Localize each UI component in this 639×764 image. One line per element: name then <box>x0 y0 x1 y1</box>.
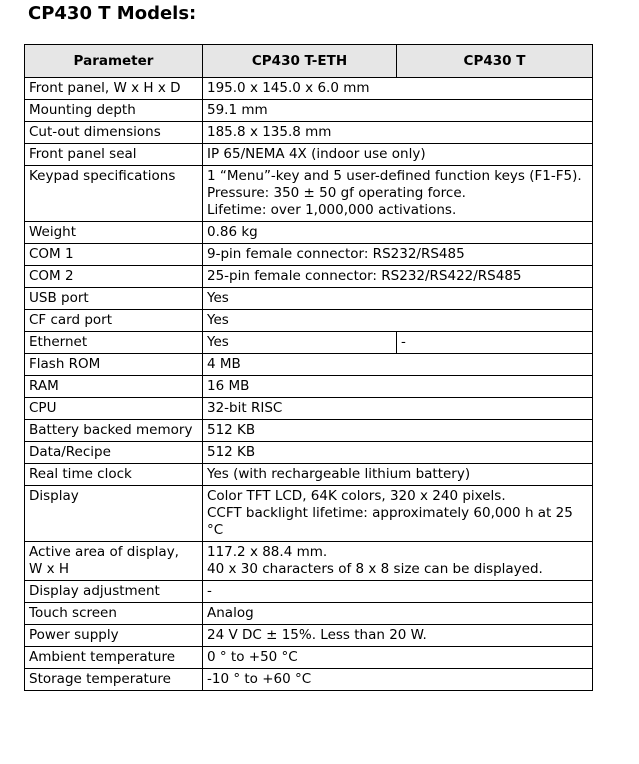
value-cell: Yes <box>203 310 593 332</box>
value-cell: Analog <box>203 603 593 625</box>
parameter-cell: CPU <box>25 398 203 420</box>
table-row <box>25 464 593 486</box>
header-parameter: Parameter <box>25 45 203 78</box>
table-header-row <box>25 45 593 78</box>
parameter-cell: Keypad specifications <box>25 166 203 222</box>
table-row <box>25 332 593 354</box>
value-cell: - <box>203 581 593 603</box>
header-cp430t: CP430 T <box>397 45 593 78</box>
table-row <box>25 420 593 442</box>
parameter-cell: COM 1 <box>25 244 203 266</box>
value-cell: IP 65/NEMA 4X (indoor use only) <box>203 144 593 166</box>
table-row <box>25 442 593 464</box>
value-cell: 185.8 x 135.8 mm <box>203 122 593 144</box>
parameter-cell: RAM <box>25 376 203 398</box>
table-row <box>25 100 593 122</box>
parameter-cell: USB port <box>25 288 203 310</box>
value-cell: -10 ° to +60 °C <box>203 669 593 691</box>
value-cell: 512 KB <box>203 442 593 464</box>
parameter-cell: Cut-out dimensions <box>25 122 203 144</box>
parameter-cell: Display <box>25 486 203 542</box>
parameter-cell: Data/Recipe <box>25 442 203 464</box>
parameter-cell: Ethernet <box>25 332 203 354</box>
parameter-cell: Mounting depth <box>25 100 203 122</box>
table-row <box>25 310 593 332</box>
table-body <box>25 78 593 691</box>
value-cell: 117.2 x 88.4 mm. 40 x 30 characters of 8 x 8 size can be displayed. <box>203 542 593 581</box>
header-cp430t-eth: CP430 T-ETH <box>203 45 397 78</box>
table-row <box>25 266 593 288</box>
parameter-cell: Battery backed memory <box>25 420 203 442</box>
value-cell: Yes <box>203 288 593 310</box>
parameter-cell: COM 2 <box>25 266 203 288</box>
parameter-cell: Touch screen <box>25 603 203 625</box>
value-cell: 32-bit RISC <box>203 398 593 420</box>
parameter-cell: Active area of display, W x H <box>25 542 203 581</box>
table-row <box>25 122 593 144</box>
table-row <box>25 166 593 222</box>
table-row <box>25 288 593 310</box>
value-cell: 512 KB <box>203 420 593 442</box>
value-cell-cp430t-eth: Yes <box>203 332 397 354</box>
parameter-cell: Flash ROM <box>25 354 203 376</box>
specifications-table <box>24 44 593 691</box>
table-row <box>25 354 593 376</box>
table-row <box>25 78 593 100</box>
value-cell: 0.86 kg <box>203 222 593 244</box>
table-row <box>25 144 593 166</box>
table-row <box>25 376 593 398</box>
parameter-cell: Front panel seal <box>25 144 203 166</box>
page-title: CP430 T Models: <box>28 3 197 24</box>
table-row <box>25 222 593 244</box>
value-cell: 4 MB <box>203 354 593 376</box>
parameter-cell: Power supply <box>25 625 203 647</box>
value-cell: 0 ° to +50 °C <box>203 647 593 669</box>
value-cell: 195.0 x 145.0 x 6.0 mm <box>203 78 593 100</box>
value-cell: 9-pin female connector: RS232/RS485 <box>203 244 593 266</box>
parameter-cell: CF card port <box>25 310 203 332</box>
table-row <box>25 625 593 647</box>
value-cell: 16 MB <box>203 376 593 398</box>
parameter-cell: Display adjustment <box>25 581 203 603</box>
value-cell-cp430t: - <box>397 332 593 354</box>
table-row <box>25 669 593 691</box>
parameter-cell: Storage temperature <box>25 669 203 691</box>
value-cell: Yes (with rechargeable lithium battery) <box>203 464 593 486</box>
table-row <box>25 581 593 603</box>
table-row <box>25 647 593 669</box>
table-row <box>25 486 593 542</box>
parameter-cell: Real time clock <box>25 464 203 486</box>
value-cell: 24 V DC ± 15%. Less than 20 W. <box>203 625 593 647</box>
parameter-cell: Ambient temperature <box>25 647 203 669</box>
value-cell: Color TFT LCD, 64K colors, 320 x 240 pixels. CCFT backlight lifetime: approximately 60,000 h at 25 °C <box>203 486 593 542</box>
table-row <box>25 542 593 581</box>
value-cell: 25-pin female connector: RS232/RS422/RS485 <box>203 266 593 288</box>
table-row <box>25 603 593 625</box>
value-cell: 1 “Menu”-key and 5 user-defined function keys (F1-F5). Pressure: 350 ± 50 gf operating force. Lifetime: over 1,000,000 activations. <box>203 166 593 222</box>
parameter-cell: Weight <box>25 222 203 244</box>
parameter-cell: Front panel, W x H x D <box>25 78 203 100</box>
table-row <box>25 244 593 266</box>
table-row <box>25 398 593 420</box>
value-cell: 59.1 mm <box>203 100 593 122</box>
